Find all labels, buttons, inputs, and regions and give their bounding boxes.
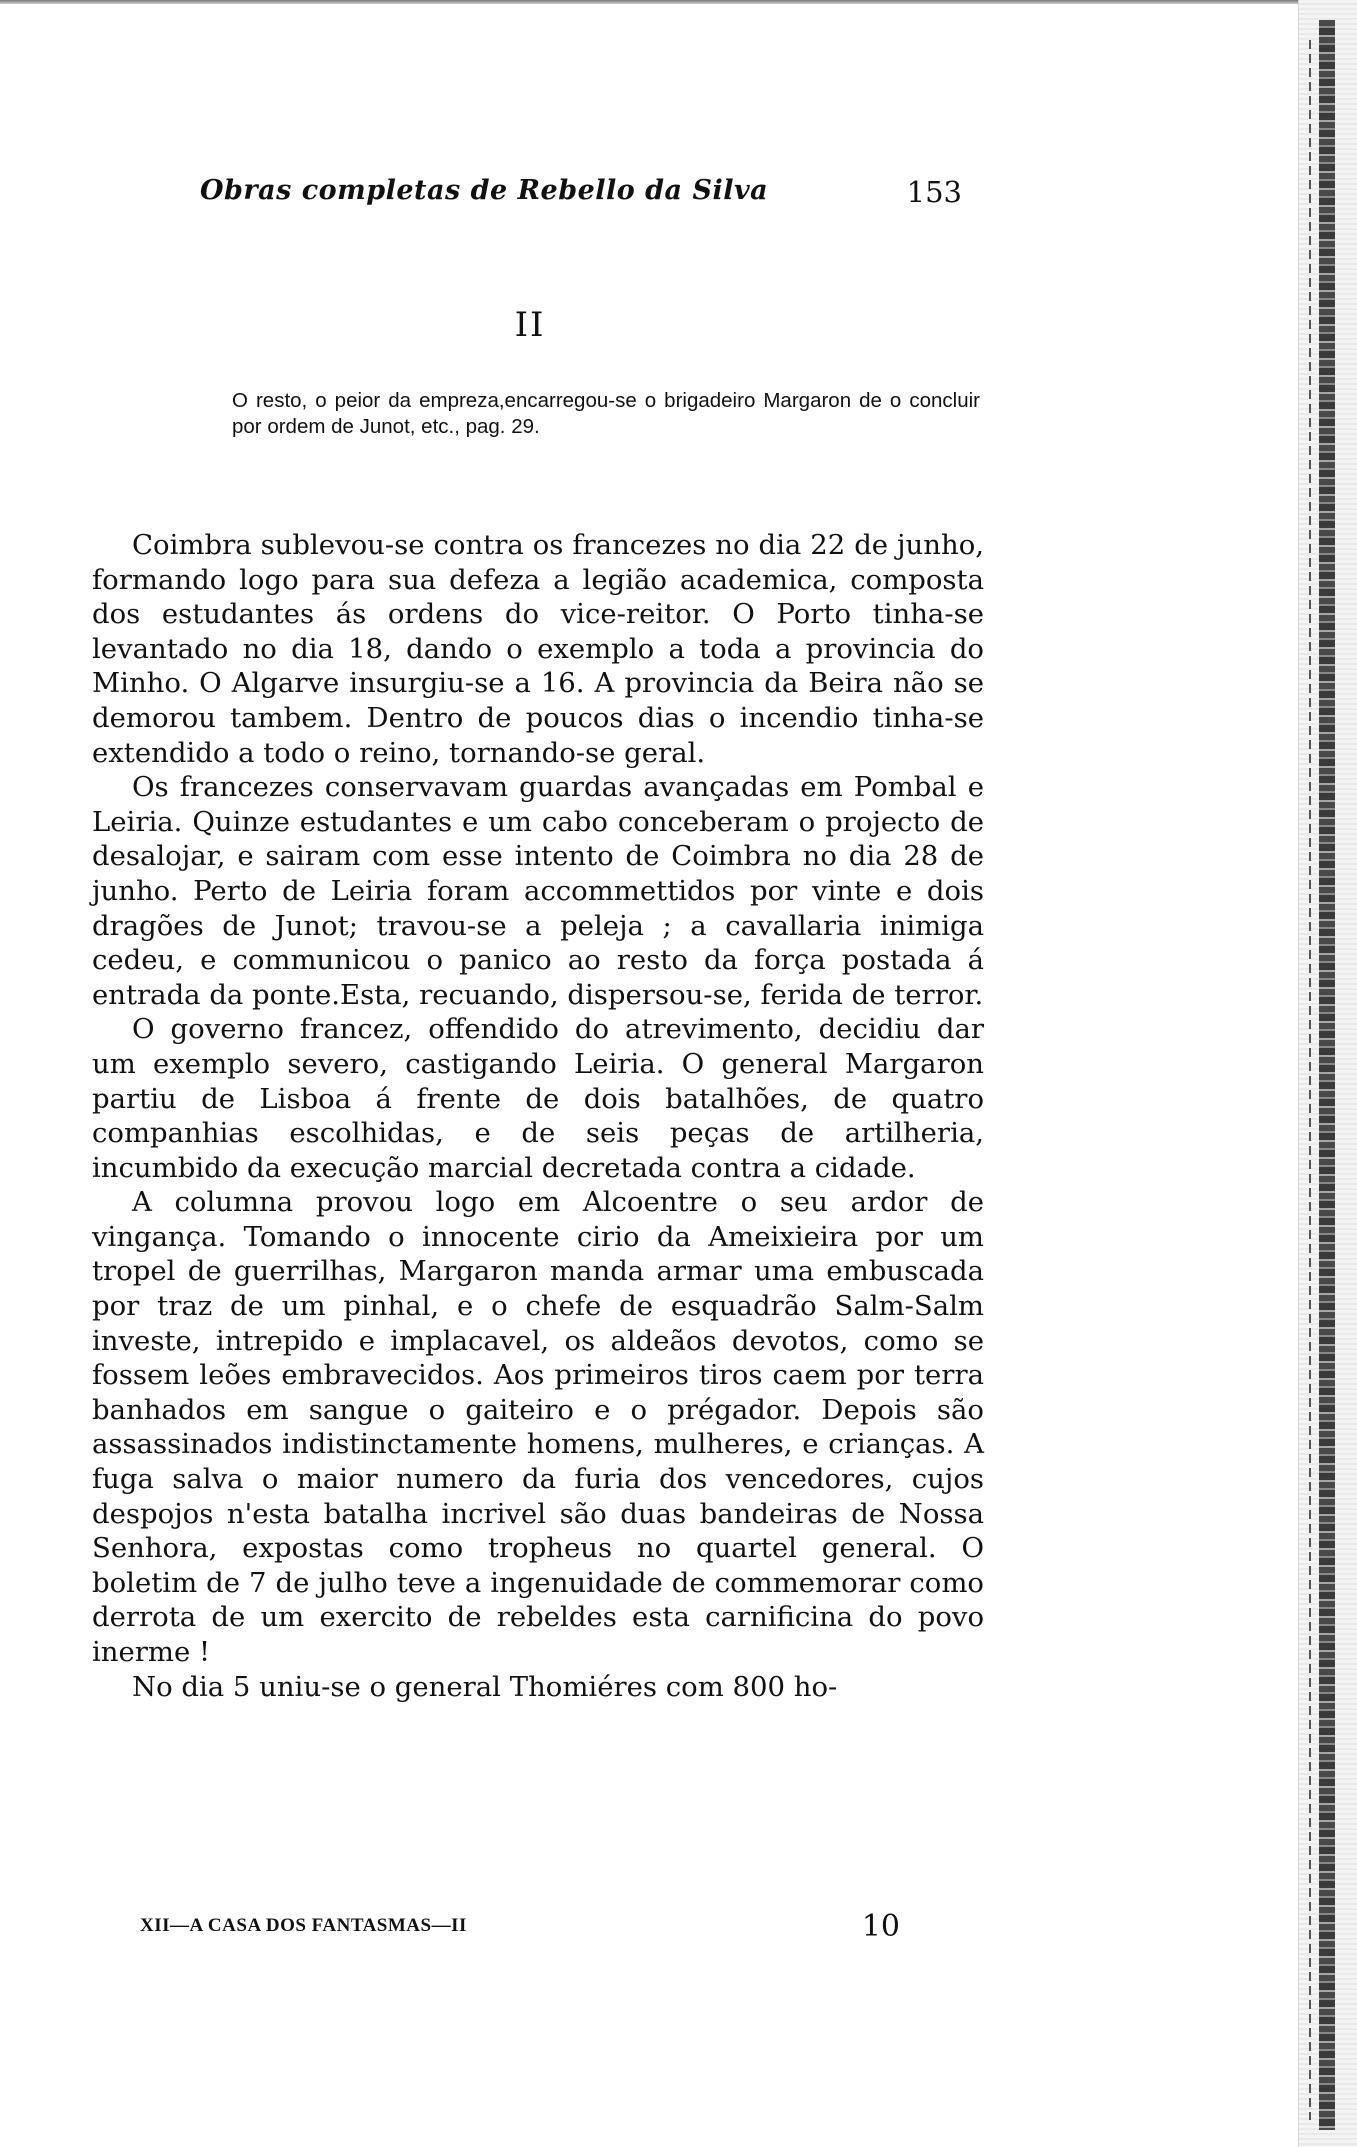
sheet-number: 10 — [861, 1909, 900, 1944]
page-number: 153 — [906, 175, 962, 209]
footer-signature: XII—A CASA DOS FANTASMAS—II — [140, 1915, 467, 1936]
body-text — [92, 528, 984, 1704]
epigraph: O resto, o peior da empreza,encarregou-se o brigadeiro Margaron de o concluir por ordem de Junot, etc., pag. 29. — [232, 389, 980, 438]
paragraph: O governo francez, offendido do atrevimento, decidiu dar um exemplo severo, castigando Leiria. O general Margaron partiu de Lisboa á frente de dois batalhões, de quatro companhias escolhidas, e de seis peças de artilheria, incumbido da execução marcial decretada contra a cidade. — [92, 1013, 984, 1184]
chapter-number: II — [514, 305, 546, 345]
running-head-title: Obras completas de Rebello da Silva — [200, 175, 769, 206]
top-edge-rule — [0, 0, 1357, 4]
running-head — [200, 175, 962, 215]
paragraph: Coimbra sublevou-se contra os francezes no dia 22 de junho, formando logo para sua defeza a legião academica, composta dos estudantes ás ordens do vice-reitor. O Porto tinha-se levantado no dia 18, dando o exemplo a toda a provincia do Minho. O Algarve insurgiu-se a 16. A provincia da Beira não se demorou tambem. Dentro de poucos dias o incendio tinha-se extendido a todo o reino, tornando-se geral. — [92, 529, 984, 769]
paragraph: Os francezes conservavam guardas avançadas em Pombal e Leiria. Quinze estudantes e um cabo conceberam o projecto de desalojar, e sairam com esse intento de Coimbra no dia 28 de junho. Perto de Leiria foram accommettidos por vinte e dois dragões de Junot; travou-se a peleja ; a cavallaria inimiga cedeu, e communicou o panico ao resto da força postada á entrada da ponte.Esta, recuando, dispersou-se, ferida de terror. — [92, 771, 984, 1011]
paragraph: A columna provou logo em Alcoentre o seu ardor de vingança. Tomando o innocente cirio da Ameixieira por um tropel de guerrilhas, Margaron manda armar uma embuscada por traz de um pinhal, e o chefe de esquadrão Salm-Salm investe, intrepido e implacavel, os aldeãos devotos, como se fossem leões embravecidos. Aos primeiros tiros caem por terra banhados em sangue o gaiteiro e o prégador. Depois são assassinados indistinctamente homens, mulheres, e crianças. A fuga salva o maior numero da furia dos vencedores, cujos despojos n'esta batalha incrivel são duas bandeiras de Nossa Senhora, expostas como tropheus no quartel general. O boletim de 7 de julho teve a ingenuidade de commemorar como derrota de um exercito de rebeldes esta carnificina do povo inerme ! — [92, 1186, 984, 1668]
binding-line — [1309, 40, 1311, 2120]
page-footer — [140, 1909, 900, 1947]
binding-shadow — [1319, 20, 1335, 2130]
paragraph: No dia 5 uniu-se o general Thomiéres com 800 ho- — [132, 1670, 838, 1703]
